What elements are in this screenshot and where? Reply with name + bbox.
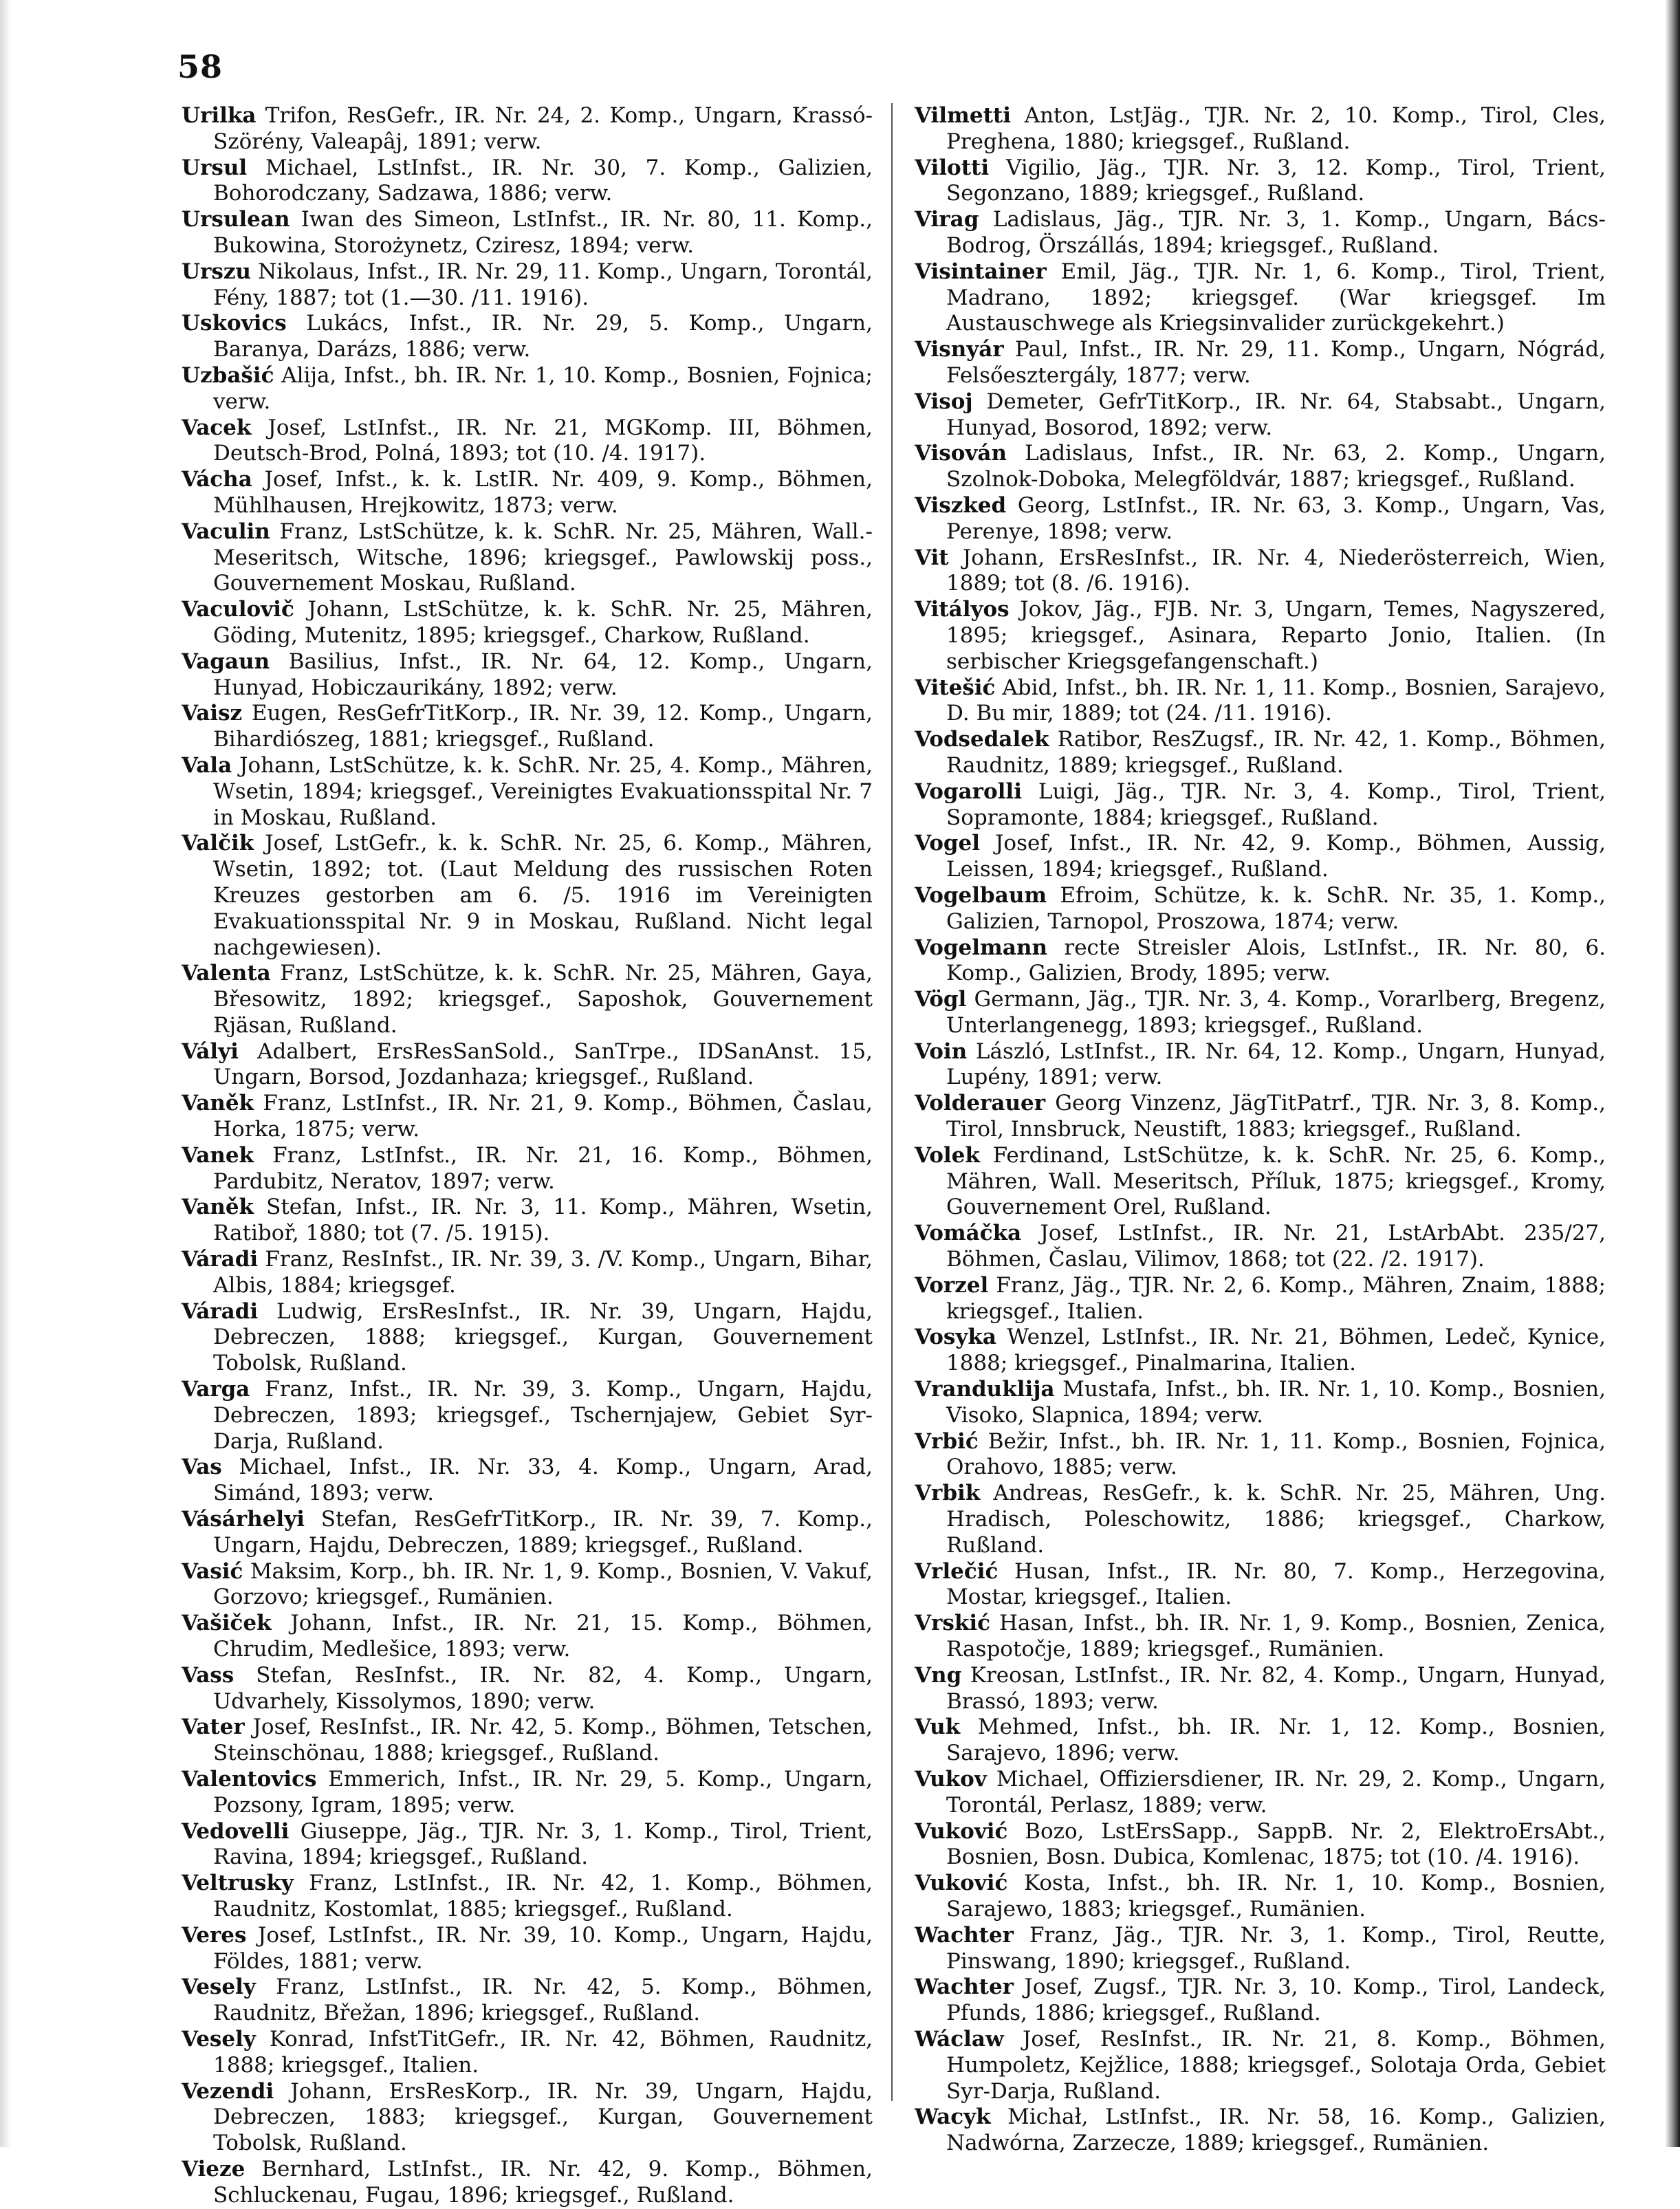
entry-surname: Vedovelli <box>182 1818 290 1844</box>
entry-surname: Wacyk <box>915 2104 991 2130</box>
entry-details: Franz, LstSchütze, k. k. SchR. Nr. 25, Mähren, Wall.-Meseritsch, Witsche, 1896; kriegsgef., Pawlowskij poss., Gouvernement Moskau, Rußland. <box>213 519 873 596</box>
entry-surname: Vranduklija <box>915 1377 1055 1402</box>
entry-details: Franz, Jäg., TJR. Nr. 3, 1. Komp., Tirol, Reutte, Pinswang, 1890; kriegsgef., Rußland. <box>946 1922 1606 1974</box>
register-entry <box>915 1481 1606 1558</box>
entry-surname: Vogelbaum <box>915 882 1047 908</box>
register-entry <box>182 1923 873 1975</box>
page-number: 58 <box>177 48 223 85</box>
entry-details: Johann, LstSchütze, k. k. SchR. Nr. 25, 4. Komp., Mähren, Wsetin, 1894; kriegsgef., Vereinigtes Evakuationsspital Nr. 7 in Moskau, Rußland. <box>213 752 873 830</box>
entry-surname: Vosyka <box>915 1325 996 1350</box>
entry-details: Emil, Jäg., TJR. Nr. 1, 6. Komp., Tirol, Trient, Madrano, 1892; kriegsgef. (War kriegsgef. Im Austauschwege als Kriegsinvalider zurückgekehrt.) <box>946 259 1606 336</box>
entry-surname: Visnyár <box>915 337 1004 362</box>
entry-details: Ratibor, ResZugsf., IR. Nr. 42, 1. Komp., Böhmen, Raudnitz, 1889; kriegsgef., Rußland. <box>946 727 1606 778</box>
entry-details: Efroim, Schütze, k. k. SchR. Nr. 35, 1. Komp., Galizien, Tarnopol, Proszowa, 1874; verw. <box>946 882 1606 934</box>
entry-surname: Vas <box>182 1455 222 1480</box>
entry-surname: Vašiček <box>182 1611 272 1636</box>
register-entry <box>915 1429 1606 1481</box>
entry-surname: Vrlečić <box>915 1558 999 1584</box>
register-entry <box>915 1767 1606 1819</box>
entry-details: Stefan, ResInfst., IR. Nr. 82, 4. Komp., Ungarn, Udvarhely, Kissolymos, 1890; verw. <box>213 1662 873 1714</box>
entry-surname: Vit <box>915 545 949 570</box>
entry-surname: Vass <box>182 1662 234 1688</box>
entry-surname: Visován <box>915 441 1007 466</box>
register-entry <box>915 1974 1606 2027</box>
register-entry <box>182 1091 873 1143</box>
entry-surname: Varga <box>182 1377 250 1402</box>
entry-details: Michał, LstInfst., IR. Nr. 58, 16. Komp., Galizien, Nadwórna, Zarzecze, 1889; kriegsgef., Rumänien. <box>946 2104 1606 2156</box>
entry-details: Franz, LstInfst., IR. Nr. 42, 1. Komp., Böhmen, Raudnitz, Kostomlat, 1885; kriegsgef., Rußland. <box>213 1871 873 1922</box>
entry-surname: Virag <box>915 207 979 232</box>
entry-details: Eugen, ResGefrTitKorp., IR. Nr. 39, 12. Komp., Ungarn, Bihardiószeg, 1881; kriegsgef., Rußland. <box>213 701 873 752</box>
entry-details: Johann, Infst., IR. Nr. 21, 15. Komp., Böhmen, Chrudim, Medlešice, 1893; verw. <box>213 1611 873 1662</box>
entry-details: Ladislaus, Infst., IR. Nr. 63, 2. Komp., Ungarn, Szolnok-Doboka, Melegföldvár, 1887; kriegsgef., Rußland. <box>946 441 1606 492</box>
entry-surname: Vezendi <box>182 2078 274 2104</box>
entry-details: Adalbert, ErsResSanSold., SanTrpe., IDSanAnst. 15, Ungarn, Borsod, Jozdanhaza; kriegsgef., Rußland. <box>213 1038 873 1090</box>
entry-details: Germann, Jäg., TJR. Nr. 3, 4. Komp., Vorarlberg, Bregenz, Unterlangenegg, 1893; kriegsgef., Rußland. <box>946 987 1606 1038</box>
entry-details: Demeter, GefrTitKorp., IR. Nr. 64, Stabsabt., Ungarn, Hunyad, Bosorod, 1892; verw. <box>946 389 1606 440</box>
register-entry <box>915 441 1606 493</box>
register-entry <box>182 1715 873 1767</box>
register-entry <box>182 1195 873 1247</box>
register-entry <box>915 545 1606 598</box>
register-entry <box>915 1611 1606 1663</box>
entry-details: Trifon, ResGefr., IR. Nr. 24, 2. Komp., Ungarn, Krassó-Szörény, Valeapâj, 1891; verw. <box>213 103 873 154</box>
entry-surname: Wáclaw <box>915 2026 1004 2052</box>
entry-details: Franz, Infst., IR. Nr. 39, 3. Komp., Ungarn, Hajdu, Debreczen, 1893; kriegsgef., Tschernjajew, Gebiet Syr-Darja, Rußland. <box>213 1377 873 1454</box>
entry-surname: Volek <box>915 1142 980 1168</box>
entry-surname: Vacek <box>182 415 252 440</box>
entry-details: Josef, LstInfst., IR. Nr. 21, MGKomp. III, Böhmen, Deutsch-Brod, Polná, 1893; tot (10. /4. 1917). <box>213 415 873 466</box>
entry-details: Josef, Zugsf., TJR. Nr. 3, 10. Komp., Tirol, Landeck, Pfunds, 1886; kriegsgef., Rußland. <box>946 1974 1606 2026</box>
entry-details: Iwan des Simeon, LstInfst., IR. Nr. 80, 11. Komp., Bukowina, Storożynetz, Cziresz, 1894; verw. <box>213 207 873 258</box>
register-entry <box>915 1039 1606 1091</box>
column-divider <box>891 103 893 2101</box>
register-entry <box>915 883 1606 935</box>
entry-surname: Visintainer <box>915 259 1047 284</box>
entry-surname: Váradi <box>182 1247 259 1272</box>
entry-surname: Vaculin <box>182 519 270 544</box>
entry-details: Josef, Infst., k. k. LstIR. Nr. 409, 9. Komp., Böhmen, Mühlhausen, Hrejkowitz, 1873; verw. <box>213 467 873 518</box>
entry-surname: Wachter <box>915 1922 1014 1948</box>
register-entry <box>182 1871 873 1923</box>
entry-details: Ladislaus, Jäg., TJR. Nr. 3, 1. Komp., Ungarn, Bács-Bodrog, Örszállás, 1894; kriegsgef., Rußland. <box>946 207 1606 258</box>
entry-surname: Uzbašić <box>182 362 274 388</box>
entry-surname: Uskovics <box>182 311 287 336</box>
register-entry <box>182 831 873 961</box>
entry-details: Georg Vinzenz, JägTitPatrf., TJR. Nr. 3, 8. Komp., Tirol, Innsbruck, Neustift, 1883; kriegsgef., Rußland. <box>946 1091 1606 1142</box>
register-entry <box>182 701 873 753</box>
register-entry <box>182 753 873 831</box>
entry-details: Josef, LstInfst., IR. Nr. 39, 10. Komp., Ungarn, Hajdu, Földes, 1881; verw. <box>213 1922 873 1974</box>
register-entry <box>915 727 1606 779</box>
register-entry <box>182 1507 873 1559</box>
entry-surname: Vesely <box>182 1974 256 2000</box>
entry-surname: Valenta <box>182 961 271 986</box>
register-entry <box>915 1091 1606 1143</box>
entry-details: Lukács, Infst., IR. Nr. 29, 5. Komp., Ungarn, Baranya, Darázs, 1886; verw. <box>213 311 873 362</box>
register-entry <box>182 259 873 312</box>
register-entry <box>182 1819 873 1871</box>
register-entry <box>182 1247 873 1299</box>
entry-surname: Viszked <box>915 492 1007 518</box>
entry-details: Husan, Infst., IR. Nr. 80, 7. Komp., Herzegovina, Mostar, kriegsgef., Italien. <box>946 1558 1606 1610</box>
entry-details: Stefan, ResGefrTitKorp., IR. Nr. 39, 7. Komp., Ungarn, Hajdu, Debreczen, 1889; kriegsgef., Rußland. <box>213 1507 873 1558</box>
entry-details: Luigi, Jäg., TJR. Nr. 3, 4. Komp., Tirol, Trient, Sopramonte, 1884; kriegsgef., Rußland. <box>946 779 1606 830</box>
left-column <box>182 103 873 2209</box>
entry-details: Johann, ErsResKorp., IR. Nr. 39, Ungarn, Hajdu, Debreczen, 1883; kriegsgef., Kurgan, Gouvernement Tobolsk, Rußland. <box>213 2078 873 2156</box>
entry-details: Giuseppe, Jäg., TJR. Nr. 3, 1. Komp., Tirol, Trient, Ravina, 1894; kriegsgef., Rußland. <box>213 1818 873 1870</box>
entry-surname: Vuković <box>915 1818 1008 1844</box>
entry-details: Bežir, Infst., bh. IR. Nr. 1, 11. Komp., Bosnien, Fojnica, Orahovo, 1885; verw. <box>946 1428 1606 1480</box>
entry-details: Josef, ResInfst., IR. Nr. 42, 5. Komp., Böhmen, Tetschen, Steinschönau, 1888; kriegsgef., Rußland. <box>213 1715 873 1766</box>
entry-surname: Vogel <box>915 831 981 856</box>
scan-edge-right <box>1665 0 1680 2147</box>
register-entry <box>182 961 873 1038</box>
entry-surname: Valentovics <box>182 1767 317 1792</box>
entry-details: Mehmed, Infst., bh. IR. Nr. 1, 12. Komp., Bosnien, Sarajevo, 1896; verw. <box>946 1715 1606 1766</box>
entry-details: Johann, LstSchütze, k. k. SchR. Nr. 25, Mähren, Göding, Mutenitz, 1895; kriegsgef., Charkow, Rußland. <box>213 597 873 648</box>
entry-surname: Vásárhelyi <box>182 1507 305 1532</box>
entry-details: Vigilio, Jäg., TJR. Nr. 3, 12. Komp., Tirol, Trient, Segonzano, 1889; kriegsgef., Rußland. <box>946 155 1606 206</box>
register-entry <box>915 1143 1606 1221</box>
entry-details: Franz, LstSchütze, k. k. SchR. Nr. 25, Mähren, Gaya, Břesowitz, 1892; kriegsgef., Saposhok, Gouvernement Rjäsan, Rußland. <box>213 961 873 1038</box>
register-entry <box>182 1377 873 1455</box>
entry-details: Franz, LstInfst., IR. Nr. 42, 5. Komp., Böhmen, Raudnitz, Břežan, 1896; kriegsgef., Rußland. <box>213 1974 873 2026</box>
register-entry <box>915 493 1606 545</box>
entry-details: Stefan, Infst., IR. Nr. 3, 11. Komp., Mähren, Wsetin, Ratiboř, 1880; tot (7. /5. 1915). <box>213 1195 873 1246</box>
entry-surname: Vrskić <box>915 1611 990 1636</box>
entry-surname: Vater <box>182 1715 245 1740</box>
entry-details: Bozo, LstErsSapp., SappB. Nr. 2, ElektroErsAbt., Bosnien, Bosn. Dubica, Komlenac, 1875; tot (10. /4. 1916). <box>946 1818 1606 1870</box>
entry-details: Franz, ResInfst., IR. Nr. 39, 3. /V. Komp., Ungarn, Bihar, Albis, 1884; kriegsgef. <box>213 1247 873 1298</box>
entry-surname: Vagaun <box>182 649 270 674</box>
register-entry <box>915 987 1606 1039</box>
register-entry <box>915 389 1606 442</box>
register-entry <box>915 103 1606 155</box>
register-entry <box>182 311 873 363</box>
entry-details: László, LstInfst., IR. Nr. 64, 12. Komp., Ungarn, Hunyad, Lupény, 1891; verw. <box>946 1038 1606 1090</box>
entry-surname: Vrbić <box>915 1428 979 1454</box>
register-entry <box>182 1559 873 1611</box>
register-entry <box>915 1273 1606 1325</box>
entry-surname: Vieze <box>182 2156 246 2181</box>
entry-details: Anton, LstJäg., TJR. Nr. 2, 10. Komp., Tirol, Cles, Preghena, 1880; kriegsgef., Rußland. <box>946 103 1606 154</box>
entry-surname: Voin <box>915 1038 968 1064</box>
register-entry <box>915 1377 1606 1429</box>
register-entry <box>915 337 1606 389</box>
register-entry <box>182 1663 873 1715</box>
entry-surname: Vanek <box>182 1142 254 1168</box>
entry-surname: Vaněk <box>182 1195 254 1220</box>
entry-surname: Vogarolli <box>915 779 1022 804</box>
entry-details: Franz, LstInfst., IR. Nr. 21, 9. Komp., Böhmen, Časlau, Horka, 1875; verw. <box>213 1091 873 1142</box>
entry-surname: Wachter <box>915 1974 1014 2000</box>
register-entry <box>915 155 1606 208</box>
register-entry <box>182 363 873 415</box>
register-entry <box>915 675 1606 728</box>
entry-details: Paul, Infst., IR. Nr. 29, 11. Komp., Ungarn, Nógrád, Felsőesztergály, 1877; verw. <box>946 337 1606 388</box>
entry-details: Emmerich, Infst., IR. Nr. 29, 5. Komp., Ungarn, Pozsony, Igram, 1895; verw. <box>213 1767 873 1818</box>
entry-surname: Vuk <box>915 1715 961 1740</box>
register-entry <box>915 1663 1606 1715</box>
register-entry <box>182 1767 873 1819</box>
register-entry <box>182 1039 873 1091</box>
entry-surname: Urszu <box>182 259 251 284</box>
entry-details: Franz, LstInfst., IR. Nr. 21, 16. Komp., Böhmen, Pardubitz, Neratov, 1897; verw. <box>213 1142 873 1194</box>
register-entry <box>915 1715 1606 1767</box>
entry-surname: Vorzel <box>915 1272 989 1298</box>
entry-details: Jokov, Jäg., FJB. Nr. 3, Ungarn, Temes, Nagyszered, 1895; kriegsgef., Asinara, Reparto Jonio, Italien. (In serbischer Kriegsgefangenschaft.) <box>946 597 1606 674</box>
entry-surname: Volderauer <box>915 1091 1046 1116</box>
register-entry <box>182 649 873 701</box>
entry-surname: Ursul <box>182 155 248 180</box>
entry-surname: Vögl <box>915 987 967 1012</box>
register-entry <box>182 1611 873 1663</box>
entry-surname: Veres <box>182 1922 247 1948</box>
register-entry <box>915 1923 1606 1975</box>
register-entry <box>915 1325 1606 1377</box>
register-entry <box>182 597 873 649</box>
entry-details: Josef, LstInfst., IR. Nr. 21, LstArbAbt. 235/27, Böhmen, Časlau, Vilimov, 1868; tot (22. /2. 1917). <box>946 1221 1606 1272</box>
entry-surname: Vasić <box>182 1558 243 1584</box>
register-entry <box>182 1143 873 1195</box>
register-entry <box>182 1299 873 1377</box>
entry-surname: Vitályos <box>915 597 1010 622</box>
entry-details: Georg, LstInfst., IR. Nr. 63, 3. Komp., Ungarn, Vas, Perenye, 1898; verw. <box>946 492 1606 544</box>
entry-surname: Vályi <box>182 1038 239 1064</box>
entry-surname: Vng <box>915 1662 962 1688</box>
entry-surname: Vogelmann <box>915 935 1048 960</box>
entry-details: Maksim, Korp., bh. IR. Nr. 1, 9. Komp., Bosnien, V. Vakuf, Gorzovo; kriegsgef., Rumänien. <box>213 1558 873 1610</box>
entry-details: Michael, Offiziersdiener, IR. Nr. 29, 2. Komp., Ungarn, Torontál, Perlasz, 1889; verw. <box>946 1767 1606 1818</box>
register-entry <box>182 155 873 208</box>
entry-details: Kosta, Infst., bh. IR. Nr. 1, 10. Komp., Bosnien, Sarajewo, 1883; kriegsgef., Rumänien. <box>946 1871 1606 1922</box>
entry-surname: Váradi <box>182 1298 259 1324</box>
entry-details: Michael, Infst., IR. Nr. 33, 4. Komp., Ungarn, Arad, Simánd, 1893; verw. <box>213 1455 873 1506</box>
register-entry <box>915 2027 1606 2104</box>
entry-details: Josef, LstGefr., k. k. SchR. Nr. 25, 6. Komp., Mähren, Wsetin, 1892; tot. (Laut Meldung des russischen Roten Kreuzes gestorben am 6. /5. 1916 im Vereinigten Evakuationsspital Nr. 9 in Moskau, Rußland. Nicht legal nachgewiesen). <box>213 831 873 960</box>
entry-surname: Vaisz <box>182 701 243 726</box>
register-entry <box>915 2104 1606 2157</box>
entry-details: Mustafa, Infst., bh. IR. Nr. 1, 10. Komp., Bosnien, Visoko, Slapnica, 1894; verw. <box>946 1377 1606 1428</box>
entry-details: Franz, Jäg., TJR. Nr. 2, 6. Komp., Mähren, Znaim, 1888; kriegsgef., Italien. <box>946 1272 1606 1324</box>
entry-surname: Vilmetti <box>915 103 1011 128</box>
register-entry <box>182 1455 873 1507</box>
entry-details: Johann, ErsResInfst., IR. Nr. 4, Niederösterreich, Wien, 1889; tot (8. /6. 1916). <box>946 545 1606 596</box>
entry-details: Ludwig, ErsResInfst., IR. Nr. 39, Ungarn, Hajdu, Debreczen, 1888; kriegsgef., Kurgan, Gouvernement Tobolsk, Rußland. <box>213 1298 873 1376</box>
register-entry <box>182 519 873 597</box>
entry-surname: Vuković <box>915 1871 1008 1896</box>
entry-details: Basilius, Infst., IR. Nr. 64, 12. Komp., Ungarn, Hunyad, Hobiczaurikány, 1892; verw. <box>213 649 873 700</box>
entry-surname: Vitešić <box>915 675 996 700</box>
register-entry <box>915 207 1606 259</box>
register-entry <box>915 1819 1606 1871</box>
register-entry <box>182 415 873 468</box>
register-entry <box>915 831 1606 883</box>
entry-details: Hasan, Infst., bh. IR. Nr. 1, 9. Komp., Bosnien, Zenica, Raspotočje, 1889; kriegsgef., Rumänien. <box>946 1611 1606 1662</box>
register-entry <box>182 1974 873 2027</box>
register-entry <box>915 1221 1606 1273</box>
register-entry <box>915 597 1606 675</box>
register-entry <box>182 2157 873 2209</box>
scan-edge-left <box>0 0 11 2147</box>
register-entry <box>915 779 1606 831</box>
entry-details: Alija, Infst., bh. IR. Nr. 1, 10. Komp., Bosnien, Fojnica; verw. <box>213 362 873 414</box>
entry-surname: Vilotti <box>915 155 990 180</box>
register-entry <box>915 935 1606 988</box>
entry-details: Ferdinand, LstSchütze, k. k. SchR. Nr. 25, 6. Komp., Mähren, Wall. Meseritsch, Příluk, 1875; kriegsgef., Kromy, Gouvernement Orel, Rußland. <box>946 1142 1606 1220</box>
entry-surname: Vácha <box>182 467 252 492</box>
entry-details: Michael, LstInfst., IR. Nr. 30, 7. Komp., Galizien, Bohorodczany, Sadzawa, 1886; verw. <box>213 155 873 206</box>
entry-surname: Vaněk <box>182 1091 254 1116</box>
entry-surname: Vomáčka <box>915 1221 1022 1246</box>
entry-surname: Urilka <box>182 103 257 128</box>
register-entry <box>182 467 873 519</box>
entry-surname: Vala <box>182 752 232 778</box>
register-entry <box>182 103 873 155</box>
entry-surname: Vaculovič <box>182 597 294 622</box>
entry-surname: Visoj <box>915 389 973 414</box>
register-entry <box>915 1559 1606 1611</box>
register-entry <box>182 2079 873 2157</box>
entry-details: Wenzel, LstInfst., IR. Nr. 21, Böhmen, Ledeč, Kynice, 1888; kriegsgef., Pinalmarina, Italien. <box>946 1325 1606 1376</box>
entry-details: Abid, Infst., bh. IR. Nr. 1, 11. Komp., Bosnien, Sarajevo, D. Bu mir, 1889; tot (24. /11. 1916). <box>946 675 1606 726</box>
entry-details: Nikolaus, Infst., IR. Nr. 29, 11. Komp., Ungarn, Torontál, Fény, 1887; tot (1.—30. /11. 1916). <box>213 259 873 310</box>
right-column <box>915 103 1606 2157</box>
entry-details: Josef, ResInfst., IR. Nr. 21, 8. Komp., Böhmen, Humpoletz, Kejžlice, 1888; kriegsgef., Solotaja Orda, Gebiet Syr-Darja, Rußland. <box>946 2026 1606 2104</box>
entry-surname: Vodsedalek <box>915 727 1049 752</box>
entry-surname: Vesely <box>182 2026 256 2052</box>
entry-surname: Veltrusky <box>182 1871 294 1896</box>
register-entry <box>915 1871 1606 1923</box>
entry-details: recte Streisler Alois, LstInfst., IR. Nr. 80, 6. Komp., Galizien, Brody, 1895; verw. <box>946 935 1606 986</box>
entry-details: Andreas, ResGefr., k. k. SchR. Nr. 25, Mähren, Ung. Hradisch, Poleschowitz, 1886; kriegsgef., Charkow, Rußland. <box>946 1481 1606 1558</box>
entry-details: Bernhard, LstInfst., IR. Nr. 42, 9. Komp., Böhmen, Schluckenau, Fugau, 1896; kriegsgef., Rußland. <box>213 2156 873 2208</box>
entry-details: Josef, Infst., IR. Nr. 42, 9. Komp., Böhmen, Aussig, Leissen, 1894; kriegsgef., Rußland. <box>946 831 1606 882</box>
entry-surname: Valčik <box>182 831 254 856</box>
register-entry <box>915 259 1606 337</box>
register-entry <box>182 2027 873 2079</box>
entry-surname: Vukov <box>915 1767 987 1792</box>
entry-details: Konrad, InfstTitGefr., IR. Nr. 42, Böhmen, Raudnitz, 1888; kriegsgef., Italien. <box>213 2026 873 2078</box>
entry-surname: Ursulean <box>182 207 290 232</box>
entry-surname: Vrbik <box>915 1481 981 1506</box>
register-entry <box>182 207 873 259</box>
entry-details: Kreosan, LstInfst., IR. Nr. 82, 4. Komp., Ungarn, Hunyad, Brassó, 1893; verw. <box>946 1662 1606 1714</box>
